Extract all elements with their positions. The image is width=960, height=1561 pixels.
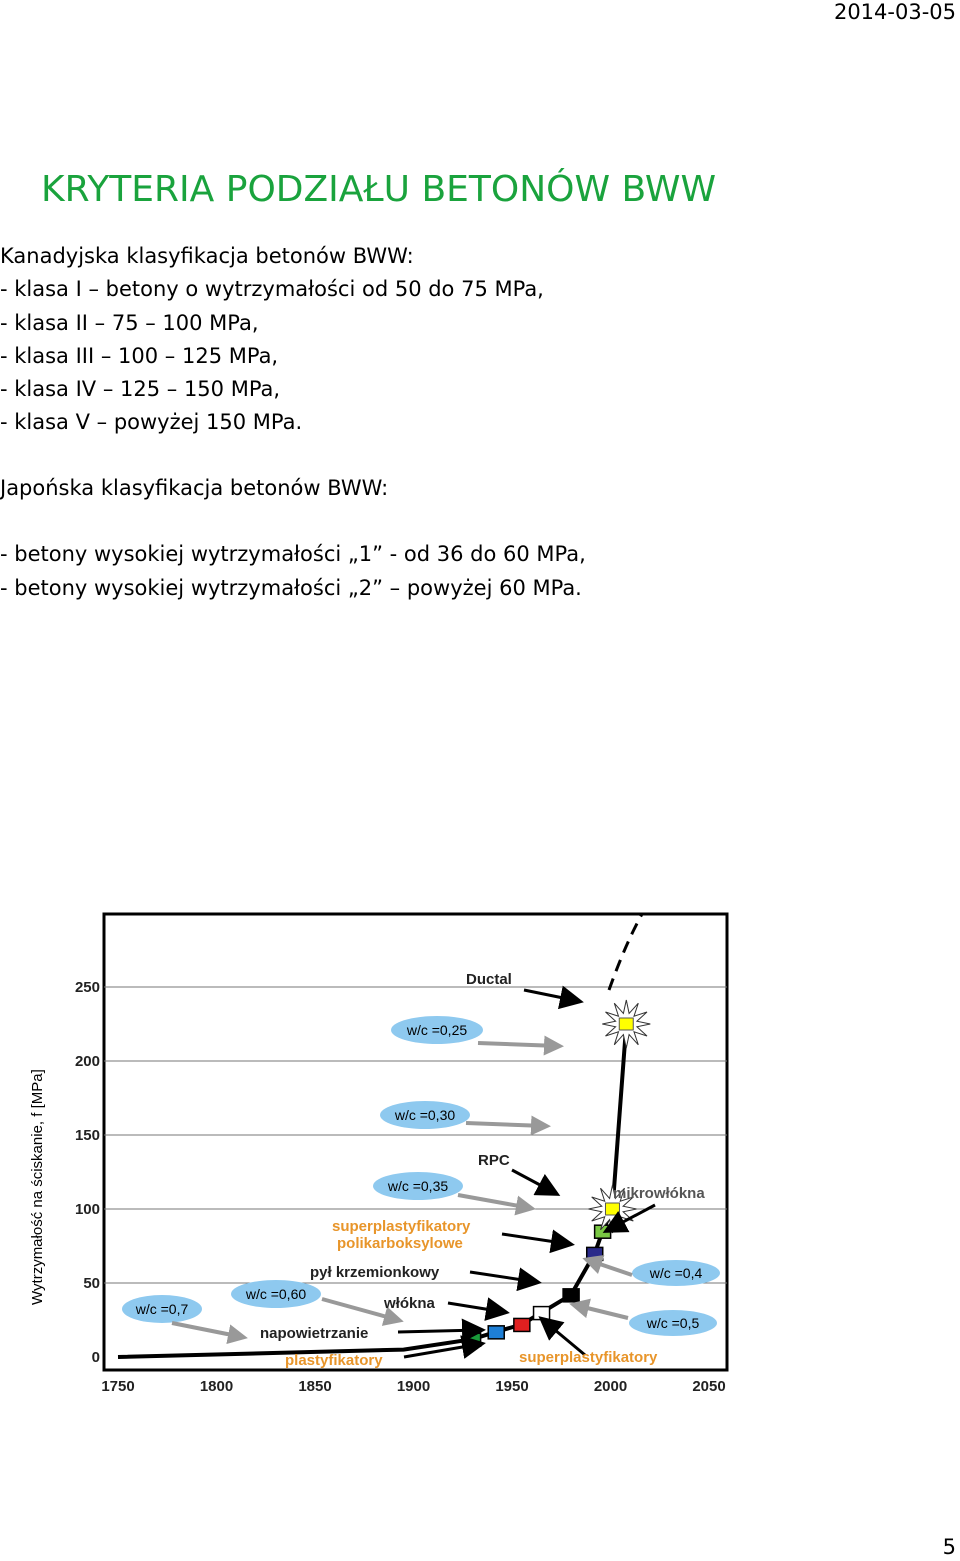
superplastyfikatory-label: superplastyfikatory [519,1349,658,1366]
superplastyfikatory-poli-label-1: superplastyfikatory [332,1218,471,1235]
y-tick-label: 250 [74,979,100,996]
wlokna-label: włókna [384,1295,435,1312]
black-arrow [398,1330,480,1332]
wc-04-label: w/c =0,4 [649,1265,703,1281]
wc-07-label: w/c =0,7 [135,1301,189,1317]
canadian-item: - klasa IV – 125 – 150 MPa, [0,377,281,402]
wc-035-label: w/c =0,35 [387,1178,449,1194]
wc-030-label: w/c =0,30 [394,1107,456,1123]
wc-025-label: w/c =0,25 [406,1022,468,1038]
ductal-label: Ductal [466,971,512,988]
canadian-classification [0,240,544,440]
japanese-item: - betony wysokiej wytrzymałości „1” - od 36 do 60 MPa, [0,542,586,567]
x-tick-label: 1750 [101,1378,135,1395]
wc-05-label: w/c =0,5 [646,1315,700,1331]
canadian-heading: Kanadyjska klasyfikacja betonów BWW: [0,244,414,268]
plastyfikatory-label: plastyfikatory [285,1352,383,1369]
x-tick-label: 1950 [495,1378,529,1395]
superplastyfikatory-poli-label-2: polikarboksylowe [337,1235,463,1252]
data-point-marker [605,1203,619,1215]
x-tick-label: 2000 [593,1378,628,1395]
rpc-label: RPC [478,1152,510,1169]
data-point-marker [488,1326,504,1339]
x-tick-label: 2050 [692,1378,726,1395]
y-tick-label: 50 [83,1275,100,1292]
y-axis-label: Wytrzymałość na ściskanie, f [MPa] [29,1069,46,1305]
page-number: 5 [942,1535,956,1559]
wc-060-label: w/c =0,60 [245,1286,307,1302]
pyl-krzemionkowy-label: pył krzemionkowy [310,1264,440,1281]
japanese-heading: Japońska klasyfikacja betonów BWW: [0,476,389,500]
y-tick-label: 150 [74,1127,100,1144]
mikrowlokna-label: mikrowłókna [613,1185,705,1202]
strength-history-chart [0,900,760,1410]
y-tick-label: 0 [91,1349,100,1366]
data-point-marker [563,1289,579,1302]
data-point-marker [534,1307,550,1320]
japanese-item: - betony wysokiej wytrzymałości „2” – powyżej 60 MPa. [0,575,582,600]
y-tick-label: 100 [74,1201,100,1218]
canadian-item: - klasa V – powyżej 150 MPa. [0,410,303,435]
data-point-marker [619,1018,633,1030]
canadian-item: - klasa III – 100 – 125 MPa, [0,343,279,368]
y-tick-label: 200 [74,1053,100,1070]
x-tick-label: 1900 [396,1378,431,1395]
x-tick-label: 1850 [298,1378,332,1395]
date-header: 2014-03-05 [833,0,956,24]
canadian-item: - klasa I – betony o wytrzymałości od 50 do 75 MPa, [0,277,544,302]
japanese-classification [0,472,586,605]
napowietrzanie-label: napowietrzanie [260,1325,369,1342]
page-title: KRYTERIA PODZIAŁU BETONÓW BWW [41,169,717,210]
canadian-item: - klasa II – 75 – 100 MPa, [0,310,259,335]
x-tick-label: 1800 [199,1378,234,1395]
data-point-marker [514,1318,530,1331]
